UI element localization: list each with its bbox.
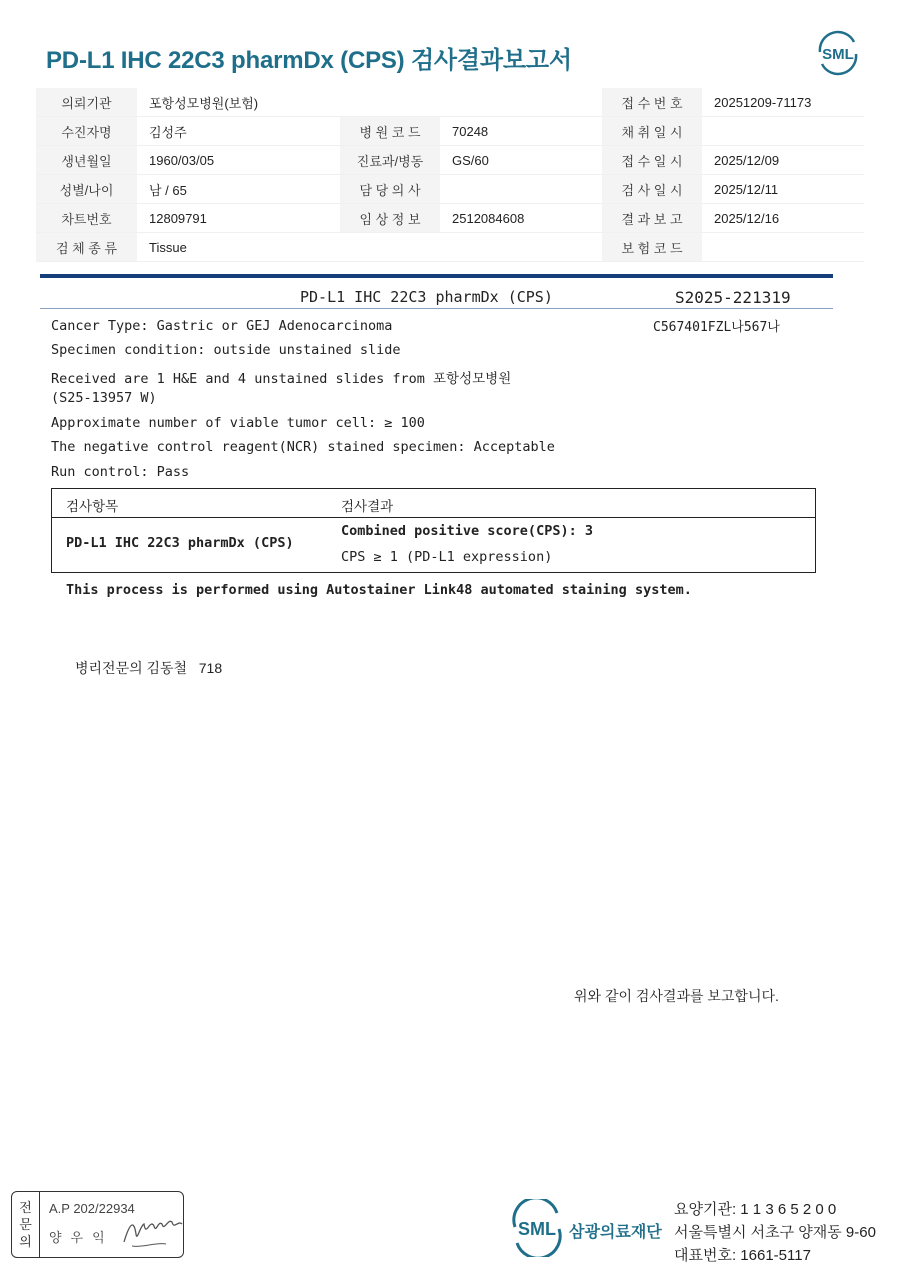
info-value: 2025/12/11: [702, 175, 864, 204]
info-value: Tissue: [137, 233, 340, 262]
info-label: 진료과/병동: [340, 146, 440, 175]
info-value: 남 / 65: [137, 175, 340, 204]
pathologist: 병리전문의 김동철 718: [75, 660, 223, 676]
info-value: [440, 175, 602, 204]
report-line: Specimen condition: outside unstained slide: [51, 342, 401, 358]
info-label: 검 체 종 류: [36, 233, 137, 262]
result-col-item-header: 검사항목: [66, 499, 119, 515]
report-sub-code: C567401FZL나567나: [653, 320, 780, 335]
info-value: GS/60: [440, 146, 602, 175]
info-label: 보 험 코 드: [602, 233, 702, 262]
info-value: [702, 233, 864, 262]
sml-logo: [814, 30, 862, 76]
info-label: 임 상 정 보: [340, 204, 440, 233]
info-label: 의뢰기관: [36, 88, 137, 117]
info-label: 병 원 코 드: [340, 117, 440, 146]
info-row: [36, 233, 864, 262]
sml-logo-text: SML: [822, 46, 854, 63]
info-value: 20251209-71173: [702, 88, 864, 117]
result-cps-score: Combined positive score(CPS): 3: [341, 523, 593, 539]
result-col-result-header: 검사결과: [341, 499, 394, 515]
report-line: (S25-13957 W): [51, 390, 157, 406]
stamp-name: 양우익: [49, 1230, 114, 1245]
info-label: [340, 88, 440, 117]
info-row: [36, 117, 864, 146]
info-label: 생년월일: [36, 146, 137, 175]
info-row: [36, 204, 864, 233]
org-address: 서울특별시 서초구 양재동 9-60: [674, 1224, 876, 1241]
info-value: 2025/12/16: [702, 204, 864, 233]
info-label: 수진자명: [36, 117, 137, 146]
result-table: [51, 488, 816, 573]
info-value: [440, 233, 602, 262]
info-label: 담 당 의 사: [340, 175, 440, 204]
info-value: 포항성모병원(보험): [137, 88, 340, 117]
info-row: [36, 146, 864, 175]
info-label: 결 과 보 고: [602, 204, 702, 233]
info-label: 접 수 번 호: [602, 88, 702, 117]
page-title: PD-L1 IHC 22C3 pharmDx (CPS) 검사결과보고서: [46, 47, 572, 74]
org-name: 삼광의료재단: [569, 1224, 662, 1241]
org-phone: 대표번호: 1661-5117: [674, 1247, 811, 1264]
stamp-ap-number: A.P 202/22934: [49, 1201, 135, 1216]
report-line: Run control: Pass: [51, 464, 190, 480]
info-value: [440, 88, 602, 117]
patient-info-table: [36, 88, 864, 262]
result-cps-expression: CPS ≥ 1 (PD-L1 expression): [341, 549, 553, 565]
info-value: 70248: [440, 117, 602, 146]
info-label: 채 취 일 시: [602, 117, 702, 146]
info-label: [340, 233, 440, 262]
info-label: 검 사 일 시: [602, 175, 702, 204]
report-header-rule: [40, 274, 833, 278]
info-label: 차트번호: [36, 204, 137, 233]
report-line: Approximate number of viable tumor cell: ≥ 100: [51, 415, 425, 431]
report-title: PD-L1 IHC 22C3 pharmDx (CPS): [300, 288, 553, 306]
report-code: S2025-221319: [675, 288, 791, 307]
result-table-header: [52, 489, 815, 518]
result-item: PD-L1 IHC 22C3 pharmDx (CPS): [66, 535, 294, 551]
info-label: 성별/나이: [36, 175, 137, 204]
info-value: 김성주: [137, 117, 340, 146]
care-institution-code: 요양기관: 1 1 3 6 5 2 0 0: [674, 1201, 837, 1218]
info-value: 2025/12/09: [702, 146, 864, 175]
report-line: The negative control reagent(NCR) stained specimen: Acceptable: [51, 439, 555, 455]
report-line: Cancer Type: Gastric or GEJ Adenocarcinoma: [51, 318, 393, 334]
info-value: 2512084608: [440, 204, 602, 233]
process-note: This process is performed using Autostainer Link48 automated staining system.: [66, 582, 692, 598]
info-row: [36, 175, 864, 204]
report-line: Received are 1 H&E and 4 unstained slides from 포항성모병원: [51, 371, 512, 387]
pathologist-stamp: [11, 1191, 184, 1258]
info-label: 접 수 일 시: [602, 146, 702, 175]
info-value: 1960/03/05: [137, 146, 340, 175]
info-row: [36, 88, 864, 117]
info-value: [702, 117, 864, 146]
stamp-side-label: 전 문 의: [12, 1192, 40, 1257]
closing-statement: 위와 같이 검사결과를 보고합니다.: [574, 988, 779, 1004]
signature-icon: [122, 1212, 184, 1252]
sml-footer-logo-text: SML: [518, 1219, 556, 1239]
info-value: 12809791: [137, 204, 340, 233]
sml-footer-logo: [509, 1199, 565, 1257]
